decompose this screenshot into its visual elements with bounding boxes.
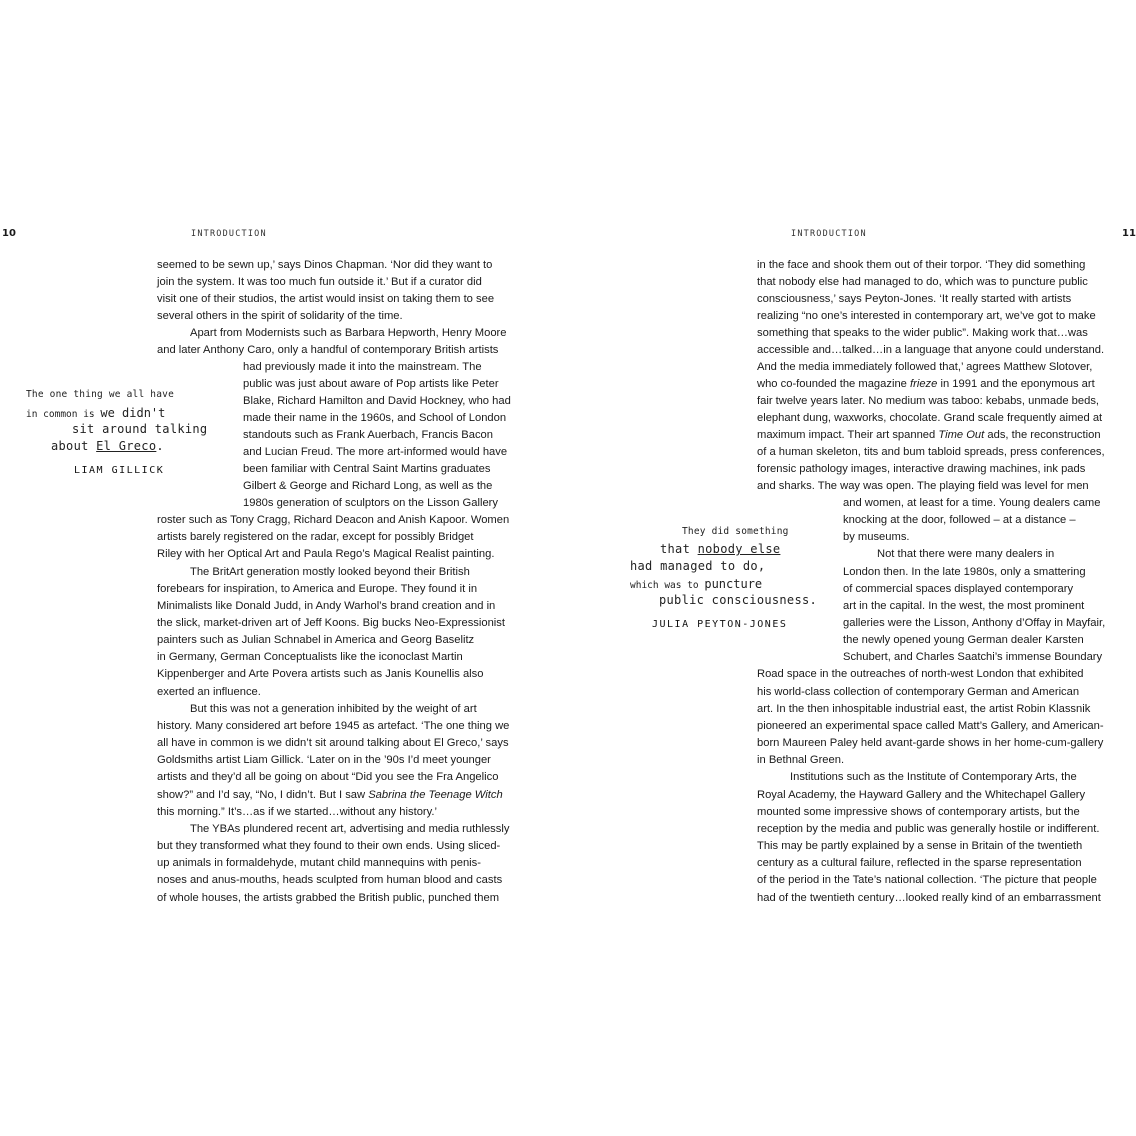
text-line: standouts such as Frank Auerbach, Francis Bacon: [243, 429, 493, 441]
text-line: in the face and shook them out of their torpor. ‘They did something: [757, 259, 1086, 271]
pull-quote-line: They did something: [682, 526, 789, 537]
text-line: But this was not a generation inhibited by the weight of art: [190, 703, 477, 715]
text-line: Apart from Modernists such as Barbara Hepworth, Henry Moore: [190, 327, 507, 339]
pull-quote-line: [26, 403, 165, 421]
text-line: made their name in the 1960s, and School of London: [243, 412, 507, 424]
text-line: in Germany, German Conceptualists like the iconoclast Martin: [157, 651, 463, 663]
text-line: [757, 376, 1095, 393]
text-line: of commercial spaces displayed contemporary: [843, 583, 1074, 595]
text-line: knocking at the door, followed – at a distance –: [843, 514, 1076, 526]
text-segment: ads, the reconstruction: [987, 429, 1101, 441]
pull-quote-line: sit around talking: [72, 422, 208, 436]
text-line: by museums.: [843, 531, 910, 543]
text-line: The YBAs plundered recent art, advertising and media ruthlessly: [190, 823, 510, 835]
text-line: artists and they’d all be going on about “Did you see the Fra Angelico: [157, 771, 499, 783]
text-line: And the media immediately followed that,’ agrees Matthew Slotover,: [757, 361, 1093, 373]
pull-quote-segment: which was to: [630, 580, 705, 591]
text-line: join the system. It was too much fun outside it.’ But if a curator did: [157, 276, 482, 288]
pull-quote-line: The one thing we all have: [26, 389, 174, 400]
text-line: Blake, Richard Hamilton and David Hockney, who had: [243, 395, 511, 407]
text-line: all have in common is we didn’t sit around talking about El Greco,’ says: [157, 737, 509, 749]
text-line: in Bethnal Green.: [757, 754, 845, 766]
text-line: Goldsmiths artist Liam Gillick. ‘Later on in the ’90s I’d meet younger: [157, 754, 491, 766]
pull-quote-underlined: nobody else: [697, 542, 781, 556]
text-line: reception by the media and public was generally hostile or indifferent.: [757, 823, 1100, 835]
text-line: century as a cultural failure, reflected in the sparse representation: [757, 857, 1082, 869]
text-line: Schubert, and Charles Saatchi’s immense Boundary: [843, 651, 1103, 663]
italic-title: Time Out: [938, 429, 985, 441]
text-segment: maximum impact. Their art spanned: [757, 429, 936, 441]
text-line: [157, 787, 503, 804]
text-line: that nobody else had managed to do, which was to puncture public: [757, 276, 1088, 288]
text-line: and Lucian Freud. The more art-informed would have: [243, 446, 508, 458]
text-line: realizing “no one’s interested in contemporary art, we’ve got to make: [757, 310, 1096, 322]
text-line: Institutions such as the Institute of Contemporary Arts, the: [790, 771, 1077, 783]
pull-quote-segment: in common is: [26, 409, 101, 420]
text-line: had of the twentieth century…looked really kind of an embarrassment: [757, 892, 1101, 904]
text-line: galleries were the Lisson, Anthony d’Offay in Mayfair,: [843, 617, 1106, 629]
running-head-right: INTRODUCTION: [791, 229, 867, 239]
text-line: consciousness,’ says Peyton-Jones. ‘It really started with artists: [757, 293, 1072, 305]
text-line: accessible and…talked…in a language that anyone could understand.: [757, 344, 1105, 356]
text-line: and women, at least for a time. Young dealers came: [843, 497, 1101, 509]
text-line: This may be partly explained by a sense in Britain of the twentieth: [757, 840, 1083, 852]
text-line: painters such as Julian Schnabel in America and Georg Baselitz: [157, 634, 475, 646]
text-line: something that speaks to the wider public”. Making work that…was: [757, 327, 1088, 339]
text-line: been familiar with Central Saint Martins graduates: [243, 463, 491, 475]
text-line: had previously made it into the mainstream. The: [243, 361, 482, 373]
italic-title: frieze: [910, 378, 938, 390]
text-line: the slick, market-driven art of Jeff Koons. Big bucks Neo-Expressionist: [157, 617, 505, 629]
pull-quote-line: had managed to do,: [630, 559, 766, 573]
text-line: London then. In the late 1980s, only a smattering: [843, 566, 1086, 578]
text-line: several others in the spirit of solidarity of the time.: [157, 310, 403, 322]
pull-quote-line: [51, 437, 164, 455]
text-line: his world-class collection of contemporary German and American: [757, 686, 1080, 698]
pull-quote-emphasis: puncture: [704, 577, 763, 591]
text-segment: show?” and I’d say, “No, I didn’t. But I saw: [157, 789, 366, 801]
text-line: exerted an influence.: [157, 686, 261, 698]
text-line: Royal Academy, the Hayward Gallery and the Whitechapel Gallery: [757, 789, 1086, 801]
text-line: Riley with her Optical Art and Paula Rego’s Magical Realist painting.: [157, 548, 495, 560]
pull-quote-line: public consciousness.: [659, 593, 818, 607]
text-line: 1980s generation of sculptors on the Lisson Gallery: [243, 497, 498, 509]
text-line: [757, 427, 1101, 444]
pull-quote-line: [660, 540, 780, 558]
pull-quote-line: [630, 574, 762, 592]
text-line: noses and anus-mouths, heads sculpted from human blood and casts: [157, 874, 503, 886]
text-line: history. Many considered art before 1945 as artefact. ‘The one thing we: [157, 720, 510, 732]
text-line: this morning.” It’s…as if we started…without any history.’: [157, 806, 437, 818]
text-line: pioneered an experimental space called Matt’s Gallery, and American-: [757, 720, 1104, 732]
text-line: up animals in formaldehyde, mutant child mannequins with penis-: [157, 857, 481, 869]
italic-title: Sabrina the Teenage Witch: [368, 789, 503, 801]
text-line: artists barely registered on the radar, except for possibly Bridget: [157, 531, 474, 543]
text-line: fair twelve years later. No medium was taboo: kebabs, unmade beds,: [757, 395, 1100, 407]
text-line: of whole houses, the artists grabbed the British public, punched them: [157, 892, 500, 904]
text-line: but they transformed what they found to their own ends. Using sliced-: [157, 840, 501, 852]
text-line: Minimalists like Donald Judd, in Andy Warhol’s brand creation and in: [157, 600, 496, 612]
text-line: art in the capital. In the west, the most prominent: [843, 600, 1085, 612]
text-line: elephant dung, waxworks, chocolate. Grand scale frequently aimed at: [757, 412, 1103, 424]
text-line: seemed to be sewn up,’ says Dinos Chapman. ‘Nor did they want to: [157, 259, 493, 271]
text-line: and later Anthony Caro, only a handful of contemporary British artists: [157, 344, 499, 356]
text-line: Kippenberger and Arte Povera artists such as Janis Kounellis also: [157, 668, 484, 680]
quote-attribution: LIAM GILLICK: [74, 465, 165, 476]
text-line: Not that there were many dealers in: [877, 548, 1055, 560]
text-line: public was just about aware of Pop artists like Peter: [243, 378, 499, 390]
text-line: of a human skeleton, tits and bum tabloid spreads, press conferences,: [757, 446, 1105, 458]
text-line: forensic pathology images, interactive drawing machines, ink pads: [757, 463, 1086, 475]
text-line: roster such as Tony Cragg, Richard Deacon and Anish Kapoor. Women: [157, 514, 510, 526]
text-line: Gilbert & George and Richard Long, as well as the: [243, 480, 493, 492]
page-number-right: 11: [1122, 228, 1136, 239]
pull-quote-segment: about: [51, 439, 97, 453]
pull-quote-emphasis: we didn't: [100, 406, 166, 420]
page-number-left: 10: [2, 228, 16, 239]
pull-quote-segment: .: [156, 439, 164, 453]
text-line: and sharks. The way was open. The playing field was level for men: [757, 480, 1089, 492]
text-segment: in 1991 and the eponymous art: [940, 378, 1095, 390]
pull-quote-segment: that: [660, 542, 698, 556]
text-line: visit one of their studios, the artist would insist on taking them to see: [157, 293, 495, 305]
text-line: born Maureen Paley held avant-garde shows in her home-cum-gallery: [757, 737, 1104, 749]
quote-attribution: JULIA PEYTON-JONES: [652, 619, 788, 630]
text-line: The BritArt generation mostly looked beyond their British: [190, 566, 470, 578]
text-line: forebears for inspiration, to America and Europe. They found it in: [157, 583, 478, 595]
pull-quote-underlined: El Greco: [96, 439, 157, 453]
text-line: art. In the then inhospitable industrial east, the artist Robin Klassnik: [757, 703, 1091, 715]
text-segment: who co-founded the magazine: [757, 378, 907, 390]
text-line: the newly opened young German dealer Karsten: [843, 634, 1084, 646]
text-line: Road space in the outreaches of north-west London that exhibited: [757, 668, 1084, 680]
running-head-left: INTRODUCTION: [191, 229, 267, 239]
text-line: of the period in the Tate’s national collection. ‘The picture that people: [757, 874, 1097, 886]
text-line: mounted some impressive shows of contemporary artists, but the: [757, 806, 1080, 818]
